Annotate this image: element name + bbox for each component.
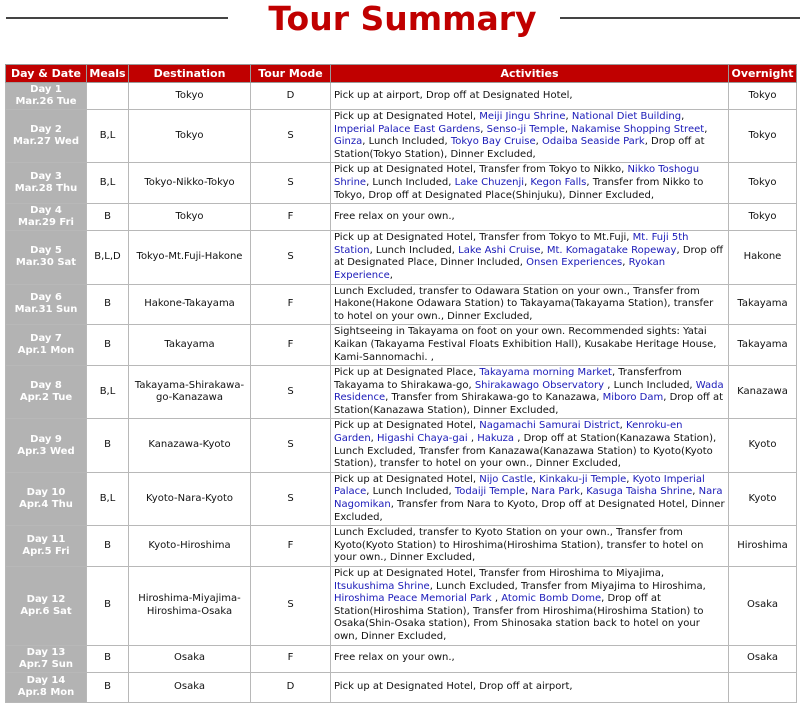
activities-cell xyxy=(331,284,729,325)
activity-text: , xyxy=(480,123,487,135)
header-rule-right xyxy=(560,17,800,19)
activity-text: Pick up at Designated Hotel, Transfer from Tokyo to Nikko, xyxy=(334,164,628,176)
activities-cell xyxy=(331,325,729,366)
day-date-cell xyxy=(6,325,87,366)
activity-text: , Lunch Included, xyxy=(604,379,696,391)
table-row xyxy=(6,325,797,366)
tour-mode-cell: S xyxy=(251,231,331,284)
meals-cell: B xyxy=(87,204,129,231)
meals-cell: B xyxy=(87,645,129,672)
table-row xyxy=(6,366,797,419)
tour-mode-cell: F xyxy=(251,645,331,672)
activity-text: , xyxy=(626,473,633,485)
day-date-cell xyxy=(6,645,87,672)
destination-cell: Takayama xyxy=(129,325,251,366)
date-label: Mar.29 Fri xyxy=(18,217,74,229)
date-label: Mar.31 Sun xyxy=(14,304,78,316)
overnight-cell: Takayama xyxy=(729,325,797,366)
activity-text: Lunch Excluded, transfer to Odawara Station on your own., Transfer from Hakone(Hakone Odawara Station) to Takayama(Takayama Station), transfer to hotel on your own., Dinner Excluded, xyxy=(334,285,714,322)
attraction-link[interactable]: Imperial Palace East Gardens xyxy=(334,123,481,135)
column-header-meals: Meals xyxy=(87,65,129,83)
attraction-link[interactable]: Ginza xyxy=(334,136,363,148)
column-header-destination: Destination xyxy=(129,65,251,83)
activity-text: , Lunch Excluded, Transfer from Miyajima to Hiroshima, xyxy=(429,580,706,592)
day-label: Day 6 xyxy=(30,292,62,304)
attraction-link[interactable]: Nikko Toshogu Shrine xyxy=(334,164,700,188)
activity-text: , xyxy=(619,420,627,432)
activity-text: , Lunch Included, xyxy=(369,244,459,256)
activity-text: Lunch Excluded, transfer to Kyoto Station on your own., Transfer from Kyoto(Kyoto Station) to Hiroshima(Hiroshima Station), transfer to hotel on your own., Dinner Excluded, xyxy=(334,527,704,564)
overnight-cell: Tokyo xyxy=(729,163,797,204)
activities-cell xyxy=(331,672,729,702)
tour-mode-cell: F xyxy=(251,325,331,366)
table-row xyxy=(6,284,797,325)
destination-cell: Tokyo xyxy=(129,83,251,110)
meals-cell: B xyxy=(87,526,129,567)
tour-mode-cell: S xyxy=(251,472,331,525)
destination-cell: Tokyo-Mt.Fuji-Hakone xyxy=(129,231,251,284)
meals-cell: B,L xyxy=(87,110,129,163)
activities-cell xyxy=(331,204,729,231)
activity-text: , xyxy=(524,176,531,188)
day-label: Day 11 xyxy=(26,534,66,546)
day-label: Day 8 xyxy=(30,380,62,392)
activity-text: , xyxy=(370,433,378,445)
table-row xyxy=(6,419,797,472)
table-row xyxy=(6,204,797,231)
page-title: Tour Summary xyxy=(268,0,537,38)
activity-text: , xyxy=(579,486,587,498)
attraction-link[interactable]: Takayama morning Market xyxy=(479,367,612,379)
activity-text: , xyxy=(564,123,572,135)
tour-mode-cell: S xyxy=(251,419,331,472)
table-row xyxy=(6,163,797,204)
activity-text: , xyxy=(565,111,572,122)
attraction-link[interactable]: Mt. Komagatake Ropeway xyxy=(546,244,677,256)
overnight-cell: Tokyo xyxy=(729,110,797,163)
date-label: Apr.4 Thu xyxy=(19,499,73,511)
activity-text: , xyxy=(622,257,629,269)
day-date-cell xyxy=(6,526,87,567)
attraction-link[interactable]: Lake Ashi Cruise xyxy=(458,244,541,256)
attraction-link[interactable]: Nagamachi Samurai District xyxy=(479,420,620,432)
activity-text: , xyxy=(704,123,708,135)
column-header-tour-mode: Tour Mode xyxy=(251,65,331,83)
activity-text: , Transfer from Nara to Kyoto, Drop off at Designated Hotel, Dinner Excluded, xyxy=(334,499,725,523)
table-row xyxy=(6,645,797,672)
activity-text: Pick up at airport, Drop off at Designated Hotel, xyxy=(334,89,573,101)
destination-cell: Hiroshima-Miyajima-Hiroshima-Osaka xyxy=(129,567,251,646)
day-label: Day 14 xyxy=(26,675,66,687)
day-date-cell xyxy=(6,672,87,702)
meals-cell: B xyxy=(87,672,129,702)
date-label: Mar.30 Sat xyxy=(15,257,77,269)
activity-text: Pick up at Designated Hotel, xyxy=(334,111,480,122)
meals-cell: B xyxy=(87,284,129,325)
activities-cell xyxy=(331,231,729,284)
activity-text: , xyxy=(681,111,685,122)
day-label: Day 12 xyxy=(26,593,66,605)
day-date-cell xyxy=(6,231,87,284)
table-row xyxy=(6,231,797,284)
attraction-link[interactable]: Kasuga Taisha Shrine xyxy=(586,486,693,498)
column-header-activities: Activities xyxy=(331,65,729,83)
overnight-cell: Osaka xyxy=(729,645,797,672)
day-date-cell xyxy=(6,366,87,419)
overnight-cell: Kanazawa xyxy=(729,366,797,419)
meals-cell: B xyxy=(87,419,129,472)
tour-summary-table xyxy=(5,64,797,703)
tour-mode-cell: F xyxy=(251,526,331,567)
activity-text: , xyxy=(467,433,478,445)
attraction-link[interactable]: Kenroku-en Garden xyxy=(334,420,683,445)
attraction-link[interactable]: Nakamise Shopping Street xyxy=(571,123,705,135)
destination-cell: Kanazawa-Kyoto xyxy=(129,419,251,472)
activity-text: , xyxy=(692,486,699,498)
overnight-cell: Tokyo xyxy=(729,83,797,110)
attraction-link[interactable]: Atomic Bomb Dome xyxy=(501,593,602,605)
activity-text: , xyxy=(524,486,532,498)
attraction-link[interactable]: National Diet Building xyxy=(571,111,682,122)
overnight-cell: Osaka xyxy=(729,567,797,646)
column-header-day-date: Day & Date xyxy=(6,65,87,83)
day-label: Day 2 xyxy=(30,124,62,136)
destination-cell: Osaka xyxy=(129,672,251,702)
attraction-link[interactable]: Hiroshima Peace Memorial Park xyxy=(334,593,492,605)
tour-mode-cell: S xyxy=(251,366,331,419)
table-header-row xyxy=(6,65,797,83)
day-date-cell xyxy=(6,284,87,325)
overnight-cell: Tokyo xyxy=(729,204,797,231)
activity-text: Pick up at Designated Hotel, xyxy=(334,420,480,432)
attraction-link[interactable]: Miboro Dam xyxy=(602,392,664,404)
day-date-cell xyxy=(6,204,87,231)
meals-cell: B,L xyxy=(87,366,129,419)
date-label: Mar.26 Tue xyxy=(15,96,77,107)
attraction-link[interactable]: Kyoto Imperial Palace xyxy=(334,473,705,498)
activity-text: , Transfer from Shirakawa-go to Kanazawa, xyxy=(385,392,603,404)
column-header-overnight: Overnight xyxy=(729,65,797,83)
activity-text: , Drop off at Station(Tokyo Station), Dinner Excluded, xyxy=(334,136,705,160)
activity-text: Pick up at Designated Hotel, Drop off at airport, xyxy=(334,680,573,692)
activity-text: , xyxy=(389,269,393,281)
attraction-link[interactable]: Kegon Falls xyxy=(530,176,587,188)
activity-text: Sightseeing in Takayama on foot on your own. Recommended sights: Yatai Kaikan (Takayama Festival Floats Exhibition Hall), Kusakabe Heritage House, Kami-Sannomachi. , xyxy=(334,326,717,363)
day-date-cell xyxy=(6,567,87,646)
overnight-cell: Hiroshima xyxy=(729,526,797,567)
destination-cell: Kyoto-Hiroshima xyxy=(129,526,251,567)
day-label: Day 1 xyxy=(30,84,62,95)
activity-text: , Drop off at Designated Place, Dinner Included, xyxy=(334,244,724,269)
destination-cell: Tokyo xyxy=(129,204,251,231)
activity-text: , Lunch Included, xyxy=(366,176,455,188)
date-label: Apr.3 Wed xyxy=(17,445,75,457)
attraction-link[interactable]: Nara Nagomikan xyxy=(334,486,723,511)
tour-mode-cell: D xyxy=(251,672,331,702)
meals-cell: B,L,D xyxy=(87,231,129,284)
attraction-link[interactable]: Meiji Jingu Shrine xyxy=(479,111,566,122)
date-label: Apr.7 Sun xyxy=(18,658,74,670)
day-label: Day 13 xyxy=(26,646,66,658)
date-label: Mar.28 Thu xyxy=(14,183,78,195)
attraction-link[interactable]: Tokyo Bay Cruise xyxy=(450,136,536,148)
overnight-cell: Hakone xyxy=(729,231,797,284)
activity-text: Pick up at Designated Hotel, xyxy=(334,473,480,485)
activity-text: , Transferfrom Takayama to Shirakawa-go, xyxy=(334,367,682,391)
date-label: Apr.6 Sat xyxy=(20,605,72,617)
tour-mode-cell: S xyxy=(251,567,331,646)
meals-cell xyxy=(87,83,129,110)
attraction-link[interactable]: Odaiba Seaside Park xyxy=(542,136,645,148)
attraction-link[interactable]: Itsukushima Shrine xyxy=(334,580,430,592)
meals-cell: B,L xyxy=(87,163,129,204)
date-label: Mar.27 Wed xyxy=(12,136,79,148)
activities-cell xyxy=(331,526,729,567)
day-date-cell xyxy=(6,83,87,110)
activity-text: , Drop off at Station(Kanazawa Station), Lunch Excluded, Transfer from Kanazawa(Kanazawa Station) to Kyoto(Kyoto Station), transfer to hotel on your own., Dinner Excluded, xyxy=(334,433,717,470)
tour-mode-cell: S xyxy=(251,163,331,204)
activities-cell xyxy=(331,567,729,646)
activity-text: , Lunch Included, xyxy=(362,136,451,148)
table-row xyxy=(6,526,797,567)
table-row xyxy=(6,567,797,646)
table-row xyxy=(6,472,797,525)
activity-text: , Transfer from Nikko to Tokyo, Drop off at Designated Place(Shinjuku), Dinner Excluded, xyxy=(334,176,704,201)
activity-text: , xyxy=(532,473,540,485)
attraction-link[interactable]: Shirakawago Observatory xyxy=(474,379,605,391)
attraction-link[interactable]: Nara Park xyxy=(531,486,580,498)
day-date-cell xyxy=(6,472,87,525)
attraction-link[interactable]: Onsen Experiences xyxy=(526,257,623,269)
date-label: Apr.2 Tue xyxy=(19,392,73,404)
meals-cell: B,L xyxy=(87,472,129,525)
activity-text: , Drop off at Station(Hiroshima Station), Transfer from Hiroshima(Hiroshima Station) to Osaka(Shin-Osaka station), From Shinosaka station back to hotel on your own, Dinner Excluded, xyxy=(334,593,704,642)
activity-text: Free relax on your own., xyxy=(334,652,455,664)
day-date-cell xyxy=(6,419,87,472)
attraction-link[interactable]: Hakuza xyxy=(477,433,515,445)
destination-cell: Tokyo xyxy=(129,110,251,163)
attraction-link[interactable]: Kinkaku-ji Temple xyxy=(539,473,627,485)
activity-text: Pick up at Designated Hotel, Transfer from Tokyo to Mt.Fuji, xyxy=(334,232,633,244)
day-date-cell xyxy=(6,163,87,204)
meals-cell: B xyxy=(87,325,129,366)
day-label: Day 5 xyxy=(30,245,62,257)
overnight-cell: Kyoto xyxy=(729,419,797,472)
table-row xyxy=(6,672,797,702)
day-label: Day 7 xyxy=(30,333,62,345)
attraction-link[interactable]: Wada Residence xyxy=(334,379,724,404)
activities-cell xyxy=(331,472,729,525)
day-label: Day 9 xyxy=(30,433,62,445)
attraction-link[interactable]: Ryokan Experience xyxy=(334,257,666,281)
day-label: Day 3 xyxy=(30,171,62,183)
page-header xyxy=(0,0,805,64)
destination-cell: Tokyo-Nikko-Tokyo xyxy=(129,163,251,204)
table-row xyxy=(6,110,797,163)
day-label: Day 10 xyxy=(26,487,66,499)
destination-cell: Osaka xyxy=(129,645,251,672)
overnight-cell xyxy=(729,672,797,702)
attraction-link[interactable]: Mt. Fuji 5th Station xyxy=(334,232,689,256)
overnight-cell: Kyoto xyxy=(729,472,797,525)
attraction-link[interactable]: Todaiji Temple xyxy=(454,486,525,498)
date-label: Apr.8 Mon xyxy=(17,687,75,699)
itinerary-rows xyxy=(6,83,797,703)
activities-cell xyxy=(331,83,729,110)
activity-text: , xyxy=(540,244,547,256)
tour-mode-cell: F xyxy=(251,204,331,231)
date-label: Apr.5 Fri xyxy=(22,546,70,558)
destination-cell: Hakone-Takayama xyxy=(129,284,251,325)
meals-cell: B xyxy=(87,567,129,646)
activities-cell xyxy=(331,366,729,419)
overnight-cell: Takayama xyxy=(729,284,797,325)
activity-text: , xyxy=(535,136,543,148)
date-label: Apr.1 Mon xyxy=(17,345,75,357)
attraction-link[interactable]: Higashi Chaya-gai xyxy=(377,433,468,445)
activity-text: Pick up at Designated Hotel, Transfer from Hiroshima to Miyajima, xyxy=(334,568,665,579)
tour-mode-cell: F xyxy=(251,284,331,325)
activities-cell xyxy=(331,110,729,163)
attraction-link[interactable]: Lake Chuzenji xyxy=(454,176,525,188)
day-label: Day 4 xyxy=(30,205,62,217)
activities-cell xyxy=(331,419,729,472)
activity-text: Free relax on your own., xyxy=(334,210,455,222)
activities-cell xyxy=(331,645,729,672)
tour-mode-cell: S xyxy=(251,110,331,163)
activity-text: Pick up at Designated Place, xyxy=(334,367,480,379)
tour-mode-cell: D xyxy=(251,83,331,110)
table-row xyxy=(6,83,797,110)
destination-cell: Takayama-Shirakawa-go-Kanazawa xyxy=(129,366,251,419)
day-date-cell xyxy=(6,110,87,163)
activity-text: , xyxy=(491,593,502,605)
activity-text: , Lunch Included, xyxy=(366,486,455,498)
activities-cell xyxy=(331,163,729,204)
attraction-link[interactable]: Senso-ji Temple xyxy=(486,123,565,135)
attraction-link[interactable]: Nijo Castle xyxy=(479,473,533,485)
activity-text: , Drop off at Station(Kanazawa Station), Dinner Excluded, xyxy=(334,392,724,416)
destination-cell: Kyoto-Nara-Kyoto xyxy=(129,472,251,525)
